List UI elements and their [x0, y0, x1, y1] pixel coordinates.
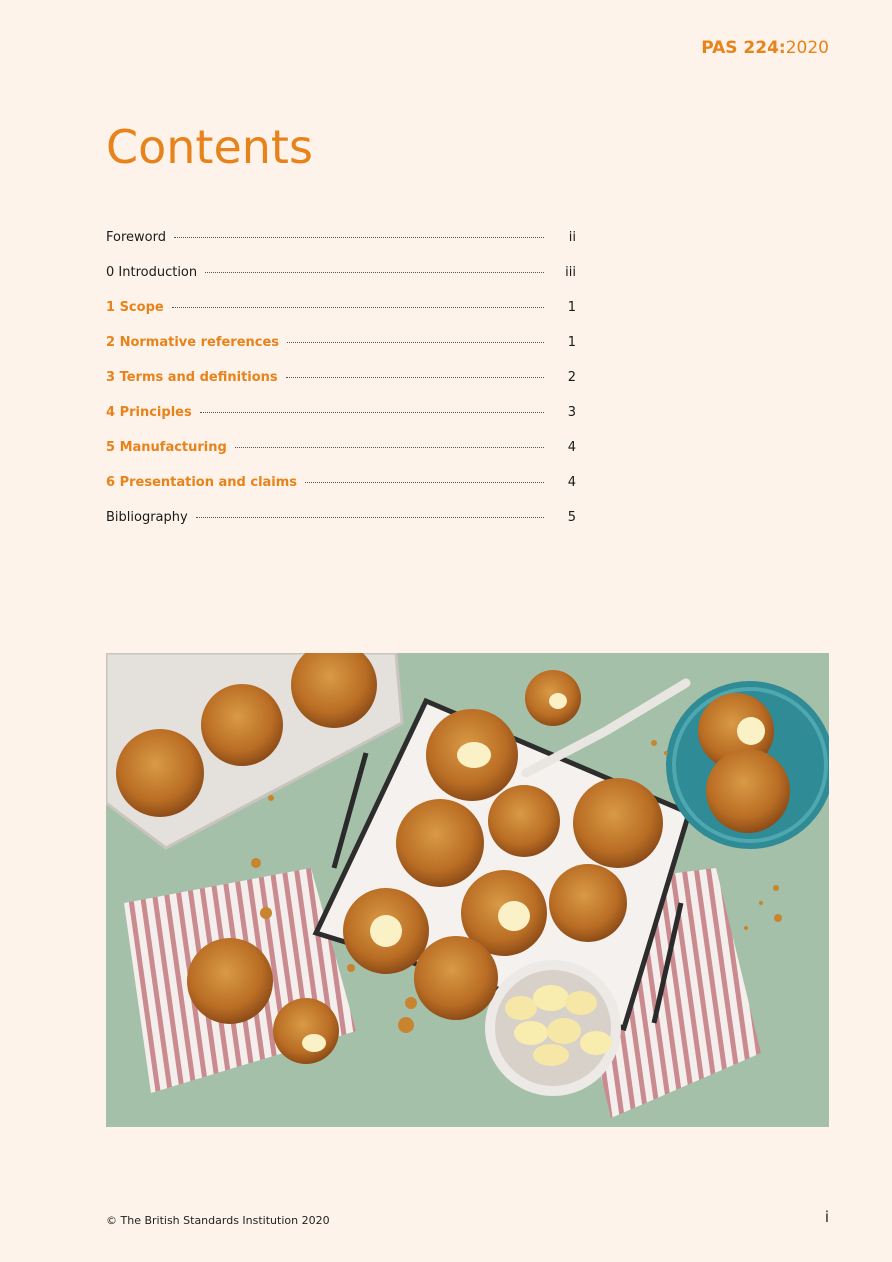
toc-leader-dots	[196, 517, 544, 518]
document-identifier	[701, 38, 829, 58]
copyright-notice: © The British Standards Institution 2020	[106, 1214, 330, 1227]
toc-entry-bibliography[interactable]	[106, 510, 576, 545]
toc-leader-dots	[287, 342, 544, 343]
toc-leader-dots	[305, 482, 544, 483]
toc-entry-page: 1	[567, 335, 576, 350]
toc-entry-label: 2 Normative references	[106, 335, 280, 350]
muffins-photo	[106, 653, 829, 1127]
table-of-contents	[106, 230, 576, 545]
toc-leader-dots	[200, 412, 544, 413]
page-number: i	[824, 1208, 829, 1226]
doc-id-number: PAS 224:	[701, 38, 786, 58]
toc-leader-dots	[286, 377, 544, 378]
toc-leader-dots	[174, 237, 544, 238]
toc-entry-manufacturing[interactable]	[106, 440, 576, 475]
toc-entry-label: 5 Manufacturing	[106, 440, 227, 455]
toc-entry-introduction[interactable]	[106, 265, 576, 300]
toc-entry-normative-references[interactable]	[106, 335, 576, 370]
toc-entry-terms-and-definitions[interactable]	[106, 370, 576, 405]
toc-entry-page: 1	[567, 300, 576, 315]
doc-id-year: 2020	[785, 38, 829, 58]
page-title: Contents	[106, 120, 313, 174]
toc-entry-page: 4	[567, 440, 576, 455]
toc-entry-page: 4	[567, 475, 576, 490]
toc-entry-label: Bibliography	[106, 510, 188, 525]
toc-entry-scope[interactable]	[106, 300, 576, 335]
toc-entry-principles[interactable]	[106, 405, 576, 440]
toc-entry-label: 0 Introduction	[106, 265, 198, 280]
butter-bowl	[485, 960, 621, 1096]
toc-entry-label: Foreword	[106, 230, 166, 245]
toc-entry-label: 3 Terms and definitions	[106, 370, 278, 385]
toc-entry-page: iii	[565, 265, 576, 280]
toc-entry-foreword[interactable]	[106, 230, 576, 265]
toc-entry-presentation-and-claims[interactable]	[106, 475, 576, 510]
toc-entry-label: 6 Presentation and claims	[106, 475, 298, 490]
toc-leader-dots	[205, 272, 544, 273]
toc-entry-page: 2	[567, 370, 576, 385]
toc-entry-page: 3	[567, 405, 576, 420]
toc-entry-label: 1 Scope	[106, 300, 164, 315]
toc-leader-dots	[172, 307, 544, 308]
toc-entry-page: ii	[568, 230, 576, 245]
toc-entry-label: 4 Principles	[106, 405, 192, 420]
toc-entry-page: 5	[567, 510, 576, 525]
toc-leader-dots	[235, 447, 544, 448]
